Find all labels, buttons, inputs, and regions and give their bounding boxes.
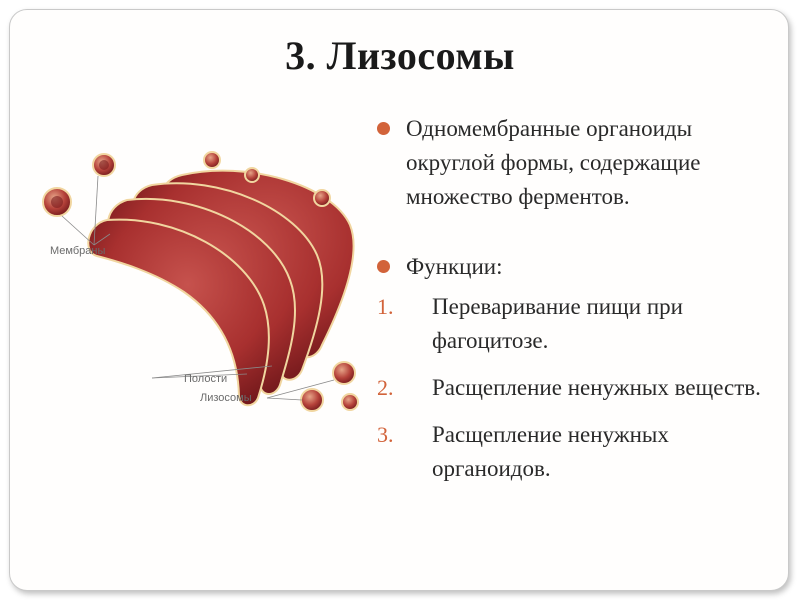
- bullet-dot-icon: [377, 122, 390, 135]
- label-membranes: Мембраны: [50, 245, 106, 257]
- function-text: Расщепление ненужных веществ.: [432, 375, 761, 400]
- list-number: 1.: [377, 294, 394, 319]
- bullet-dot-icon: [377, 260, 390, 273]
- function-text: Расщепление ненужных органоидов.: [432, 422, 669, 481]
- slide-title: 3. Лизосомы: [285, 33, 515, 78]
- bullet-item-functions: [376, 250, 786, 284]
- list-number: 2.: [377, 375, 394, 400]
- golgi-lysosome-illustration: [32, 130, 362, 430]
- function-item: [376, 418, 786, 486]
- label-cavities: Полости: [184, 373, 228, 385]
- bullet-item-description: [376, 112, 786, 214]
- function-item: [376, 290, 786, 358]
- functions-heading: Функции:: [406, 254, 503, 279]
- function-item: [376, 371, 786, 405]
- list-number: 3.: [377, 422, 394, 447]
- slide-frame: [9, 9, 789, 591]
- slide-text: [376, 112, 786, 499]
- description-text: Одномембранные органоиды округлой формы, содержащие множество ферментов.: [406, 116, 701, 209]
- function-text: Переваривание пищи при фагоцитозе.: [432, 294, 683, 353]
- label-lysosomes: Лизосомы: [200, 392, 252, 404]
